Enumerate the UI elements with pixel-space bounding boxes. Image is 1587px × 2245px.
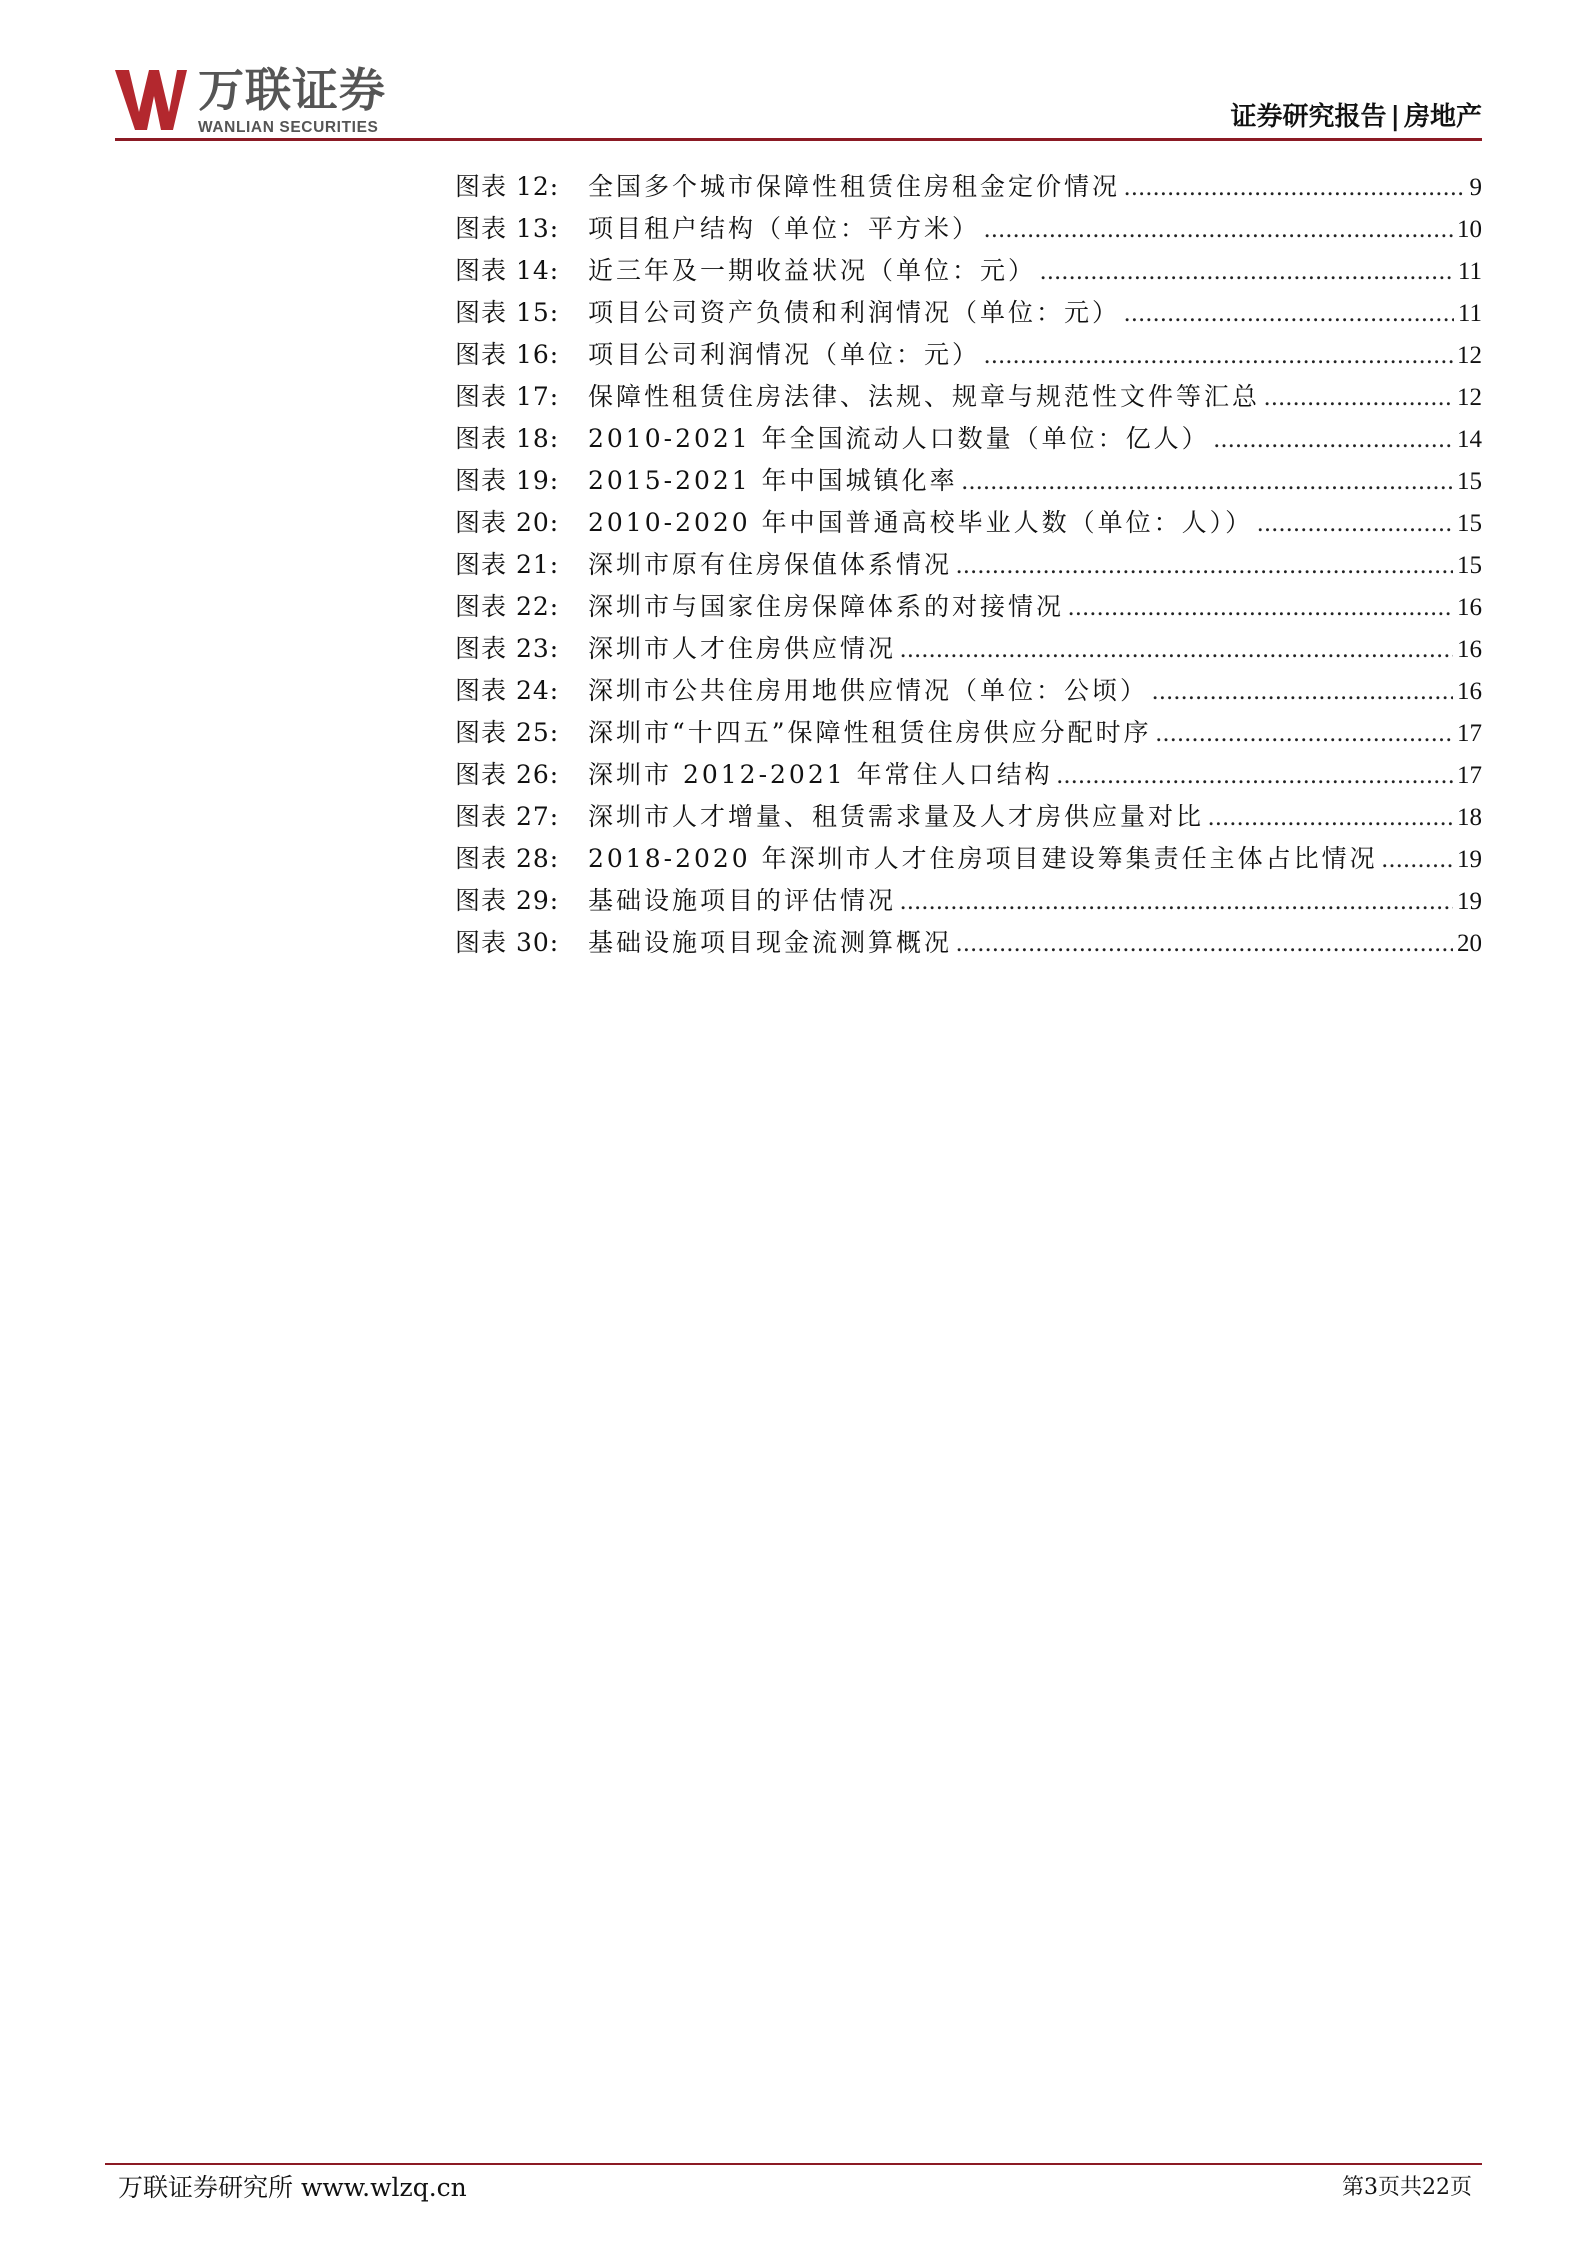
toc-entry-label: 图表 28: [455,844,560,873]
toc-entry-title: 深圳市人才住房供应情况 [588,634,897,663]
toc-dot-leader [1214,419,1453,461]
toc-entry-page: 18 [1457,804,1482,831]
toc-entry-title: 项目租户结构（单位：平方米） [588,214,981,243]
toc-entry[interactable] [455,460,1482,502]
logo-w-mark [115,70,187,130]
toc-dot-leader [1152,671,1453,713]
toc-entry-title: 深圳市与国家住房保障体系的对接情况 [588,592,1065,621]
toc-entry-title: 基础设施项目现金流测算概况 [588,928,953,957]
toc-entry-title: 基础设施项目的评估情况 [588,886,897,915]
toc-entry[interactable] [455,418,1482,460]
toc-entry-page: 19 [1457,846,1482,873]
toc-entry-label: 图表 18: [455,424,560,453]
toc-entry-page: 16 [1457,594,1482,621]
report-type: 证券研究报告 [1230,102,1387,132]
toc-entry-title: 近三年及一期收益状况（单位：元） [588,256,1037,285]
toc-entry-label: 图表 21: [455,550,560,579]
page-number: 第3页共22页 [1342,2175,1472,2200]
toc-dot-leader [900,629,1453,671]
toc-dot-leader [1156,713,1453,755]
toc-entry-label: 图表 14: [455,256,560,285]
toc-entry[interactable] [455,334,1482,376]
toc-entry-title: 全国多个城市保障性租赁住房租金定价情况 [588,172,1121,201]
toc-entry[interactable] [455,880,1482,922]
toc-entry[interactable] [455,754,1482,796]
company-logo [115,62,425,142]
toc-entry[interactable] [455,166,1482,208]
toc-entry-title: 2018-2020 年深圳市人才住房项目建设筹集责任主体占比情况 [588,844,1378,873]
toc-entry[interactable] [455,838,1482,880]
logo-english-text: WANLIAN SECURITIES [198,119,379,136]
logo-chinese-text: 万联证券 [198,63,386,117]
toc-dot-leader [962,461,1453,503]
toc-entry-page: 11 [1457,300,1482,327]
toc-dot-leader [1124,293,1454,335]
toc-dot-leader [1124,167,1465,209]
header-divider [115,138,1482,141]
toc-dot-leader [900,881,1453,923]
toc-entry-label: 图表 23: [455,634,560,663]
figure-index-list [455,166,1482,964]
toc-dot-leader [1068,587,1453,629]
toc-dot-leader [1382,839,1453,881]
toc-entry-label: 图表 29: [455,886,560,915]
report-sector: 房地产 [1403,102,1482,132]
toc-entry-page: 15 [1457,468,1482,495]
toc-dot-leader [1057,755,1453,797]
toc-entry-page: 19 [1457,888,1482,915]
toc-entry-title: 深圳市公共住房用地供应情况（单位：公顷） [588,676,1149,705]
toc-entry-page: 12 [1457,384,1482,411]
toc-entry-label: 图表 27: [455,802,560,831]
toc-entry-label: 图表 19: [455,466,560,495]
toc-entry-title: 项目公司资产负债和利润情况（单位：元） [588,298,1121,327]
toc-entry[interactable] [455,712,1482,754]
toc-entry-title: 深圳市人才增量、租赁需求量及人才房供应量对比 [588,802,1205,831]
toc-entry-title: 保障性租赁住房法律、法规、规章与规范性文件等汇总 [588,382,1261,411]
toc-dot-leader [984,209,1453,251]
footer-source: 万联证券研究所 www.wlzq.cn [118,2173,467,2202]
toc-entry[interactable] [455,628,1482,670]
toc-entry-label: 图表 13: [455,214,560,243]
toc-dot-leader [1040,251,1454,293]
toc-entry-label: 图表 25: [455,718,560,747]
toc-dot-leader [1264,377,1453,419]
header-separator: | [1390,102,1400,132]
toc-entry-page: 15 [1457,552,1482,579]
toc-entry-label: 图表 12: [455,172,560,201]
toc-entry-title: 2010-2021 年全国流动人口数量（单位：亿人） [588,424,1210,453]
toc-entry-label: 图表 24: [455,676,560,705]
report-category [1231,100,1483,134]
toc-entry-title: 深圳市“十四五”保障性租赁住房供应分配时序 [588,718,1152,747]
toc-entry-page: 11 [1457,258,1482,285]
toc-entry-title: 2010-2020 年中国普通高校毕业人数（单位：人）） [588,508,1254,537]
toc-dot-leader [984,335,1453,377]
toc-entry-page: 14 [1457,426,1482,453]
toc-entry-label: 图表 17: [455,382,560,411]
toc-entry-label: 图表 30: [455,928,560,957]
toc-dot-leader [1208,797,1453,839]
toc-dot-leader [1257,503,1453,545]
toc-entry-label: 图表 15: [455,298,560,327]
toc-entry-page: 16 [1457,678,1482,705]
toc-entry[interactable] [455,502,1482,544]
toc-entry-page: 20 [1457,930,1482,957]
toc-entry-title: 项目公司利润情况（单位：元） [588,340,981,369]
toc-entry-title: 深圳市原有住房保值体系情况 [588,550,953,579]
toc-entry[interactable] [455,586,1482,628]
toc-entry-page: 10 [1457,216,1482,243]
toc-entry-page: 12 [1457,342,1482,369]
toc-entry[interactable] [455,544,1482,586]
toc-entry-page: 16 [1457,636,1482,663]
toc-entry[interactable] [455,922,1482,964]
page-header [0,0,1587,150]
toc-entry-title: 2015-2021 年中国城镇化率 [588,466,958,495]
toc-entry-page: 17 [1457,762,1482,789]
toc-entry[interactable] [455,208,1482,250]
toc-entry[interactable] [455,796,1482,838]
toc-dot-leader [956,545,1453,587]
toc-entry[interactable] [455,250,1482,292]
toc-entry-page: 9 [1469,174,1482,201]
toc-dot-leader [956,923,1453,965]
toc-entry-page: 17 [1457,720,1482,747]
toc-entry-label: 图表 20: [455,508,560,537]
toc-entry-page: 15 [1457,510,1482,537]
toc-entry-label: 图表 16: [455,340,560,369]
toc-entry-label: 图表 26: [455,760,560,789]
toc-entry[interactable] [455,670,1482,712]
footer-divider [105,2163,1482,2165]
toc-entry-label: 图表 22: [455,592,560,621]
toc-entry[interactable] [455,376,1482,418]
toc-entry[interactable] [455,292,1482,334]
toc-entry-title: 深圳市 2012-2021 年常住人口结构 [588,760,1053,789]
